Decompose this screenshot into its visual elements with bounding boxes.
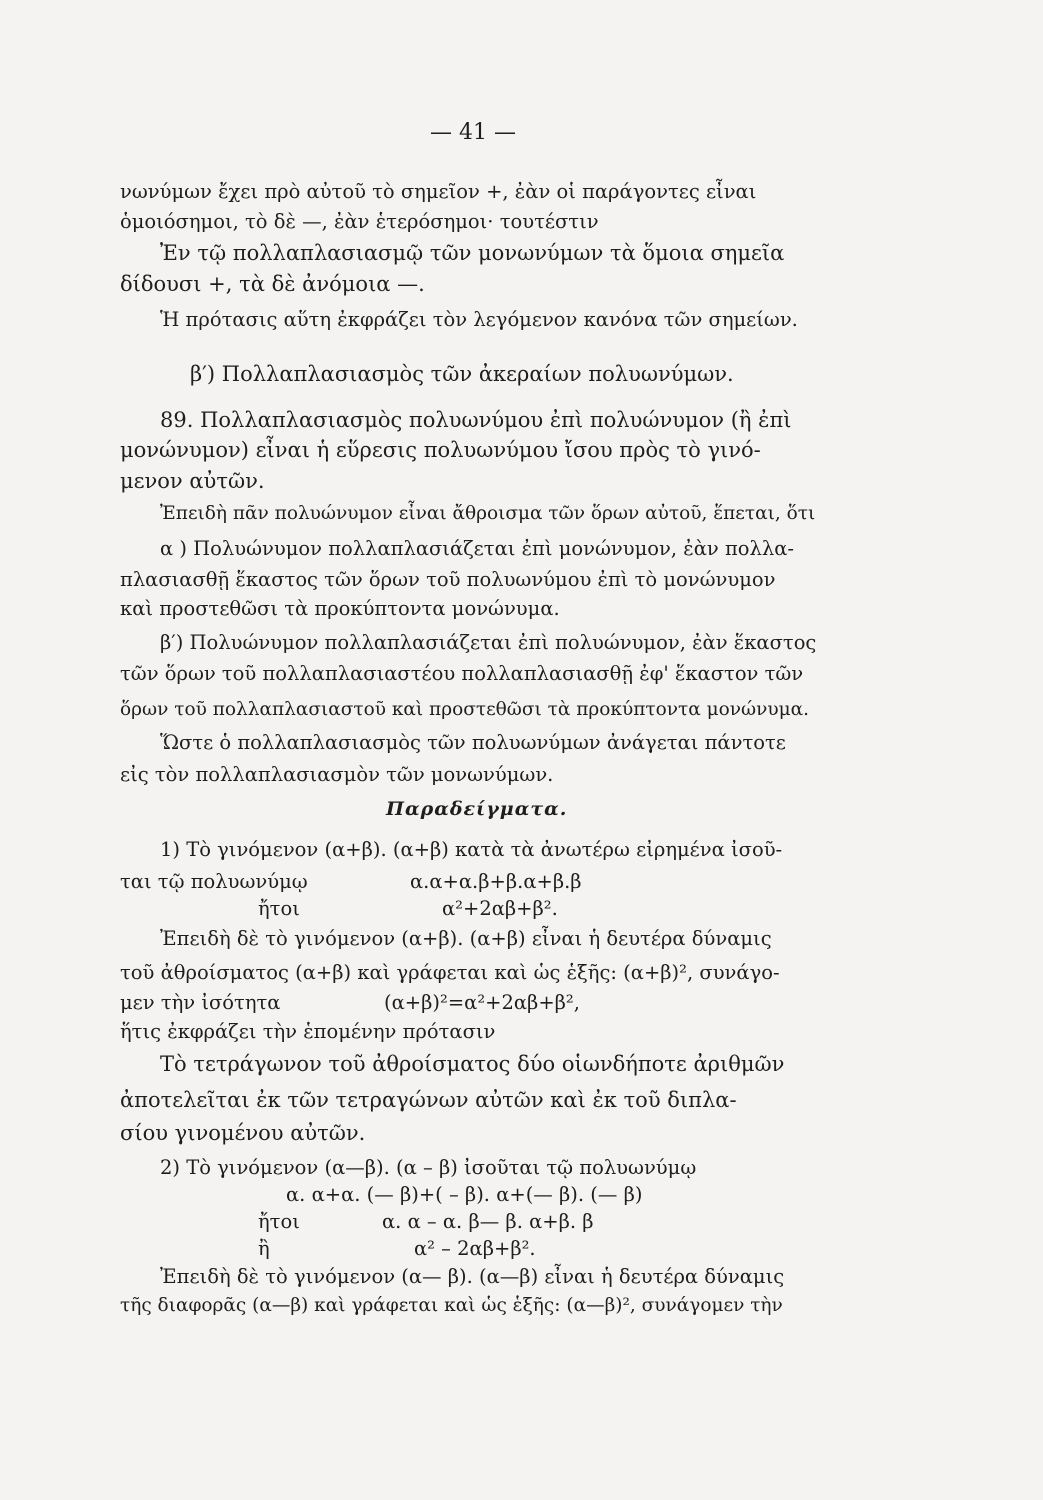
text-line: εἰς τὸν πολλαπλασιασμὸν τῶν μονωνύμων. (120, 763, 554, 786)
text-line: Ἡ πρότασις αὕτη ἐκφράζει τὸν λεγόμενον κανόνα τῶν σημείων. (160, 308, 798, 331)
text-line: ται τῷ πολυωνύμῳ (120, 870, 308, 893)
text-line: 1) Τὸ γινόμενον (α+β). (α+β) κατὰ τὰ ἀνωτέρω εἰρημένα ἰσοῦ- (160, 838, 783, 861)
text-line: μενον αὐτῶν. (120, 469, 265, 493)
text-line: ἥτις ἐκφράζει τὴν ἑπομένην πρότασιν (120, 1020, 496, 1043)
text-line: μονώνυμον) εἶναι ἡ εὕρεσις πολυωνύμου ἴσου πρὸς τὸ γινό- (120, 438, 761, 462)
text-line: ἤτοι (258, 897, 300, 920)
text-line: νωνύμων ἔχει πρὸ αὐτοῦ τὸ σημεῖον +, ἐὰν οἱ παράγοντες εἶναι (120, 180, 757, 203)
proposition-line: Τὸ τετράγωνον τοῦ ἀθροίσματος δύο οἱωνδήποτε ἀριθμῶν (160, 1052, 785, 1076)
rule-statement-line: δίδουσι +, τὰ δὲ ἀνόμοια —. (120, 272, 425, 296)
proposition-line: ἀποτελεῖται ἐκ τῶν τετραγώνων αὐτῶν καὶ ἐκ τοῦ διπλα- (120, 1088, 737, 1112)
text-line: β′) Πολυώνυμον πολλαπλασιάζεται ἐπὶ πολυώνυμον, ἐὰν ἕκαστος (160, 631, 817, 654)
section-title: β′) Πολλαπλασιασμὸς τῶν ἀκεραίων πολυωνύμων. (190, 362, 734, 386)
text-line: ἢ (258, 1237, 270, 1260)
page-number: — 41 — (430, 120, 516, 145)
text-line: πλασιασθῇ ἕκαστος τῶν ὅρων τοῦ πολυωνύμου ἐπὶ τὸ μονώνυμον (120, 568, 776, 591)
text-line: καὶ προστεθῶσι τὰ προκύπτοντα μονώνυμα. (120, 597, 560, 620)
examples-heading: Παραδείγματα. (386, 798, 568, 820)
text-line: Ὥστε ὁ πολλαπλασιασμὸς τῶν πολυωνύμων ἀνάγεται πάντοτε (160, 731, 786, 754)
proposition-line: σίου γινομένου αὐτῶν. (120, 1121, 366, 1145)
text-line: α ) Πολυώνυμον πολλαπλασιάζεται ἐπὶ μονώνυμον, ἐὰν πολλα- (160, 537, 794, 560)
formula: α.α+α.β+β.α+β.β (410, 870, 582, 893)
text-line: Ἐπειδὴ δὲ τὸ γινόμενον (α+β). (α+β) εἶναι ἡ δευτέρα δύναμις (160, 927, 772, 950)
text-line: Ἐπειδὴ πᾶν πολυώνυμον εἶναι ἄθροισμα τῶν ὅρων αὐτοῦ, ἕπεται, ὅτι (160, 503, 816, 524)
formula: (α+β)²=α²+2αβ+β², (384, 991, 580, 1014)
text-line: ὅρων τοῦ πολλαπλασιαστοῦ καὶ προστεθῶσι τὰ προκύπτοντα μονώνυμα. (120, 699, 809, 720)
formula: α²+2αβ+β². (442, 897, 558, 920)
text-line: Ἐπειδὴ δὲ τὸ γινόμενον (α— β). (α—β) εἶναι ἡ δευτέρα δύναμις (160, 1265, 785, 1288)
text-line: ἤτοι (258, 1210, 300, 1233)
text-line: τῆς διαφορᾶς (α—β) καὶ γράφεται καὶ ὡς ἑξῆς: (α—β)², συνάγομεν τὴν (120, 1295, 783, 1316)
text-line: 89. Πολλαπλασιασμὸς πολυωνύμου ἐπὶ πολυώνυμον (ἢ ἐπὶ (160, 408, 792, 432)
text-line: τῶν ὅρων τοῦ πολλαπλασιαστέου πολλαπλασιασθῇ ἐφ' ἕκαστον τῶν (120, 662, 804, 685)
rule-statement-line: Ἐν τῷ πολλαπλασιασμῷ τῶν μονωνύμων τὰ ὅμοια σημεῖα (160, 241, 785, 265)
formula: α. α – α. β— β. α+β. β (382, 1210, 594, 1233)
text-line: τοῦ ἀθροίσματος (α+β) καὶ γράφεται καὶ ὡς ἑξῆς: (α+β)², συνάγο- (120, 961, 780, 984)
text-line: ὁμοιόσημοι, τὸ δὲ —, ἐὰν ἑτερόσημοι· τουτέστιν (120, 210, 599, 233)
text-line: μεν τὴν ἰσότητα (120, 991, 281, 1014)
formula: α² – 2αβ+β². (414, 1237, 536, 1260)
formula: α. α+α. (— β)+( – β). α+(— β). (— β) (286, 1183, 643, 1206)
text-line: 2) Τὸ γινόμενον (α—β). (α – β) ἰσοῦται τῷ πολυωνύμῳ (160, 1156, 697, 1179)
